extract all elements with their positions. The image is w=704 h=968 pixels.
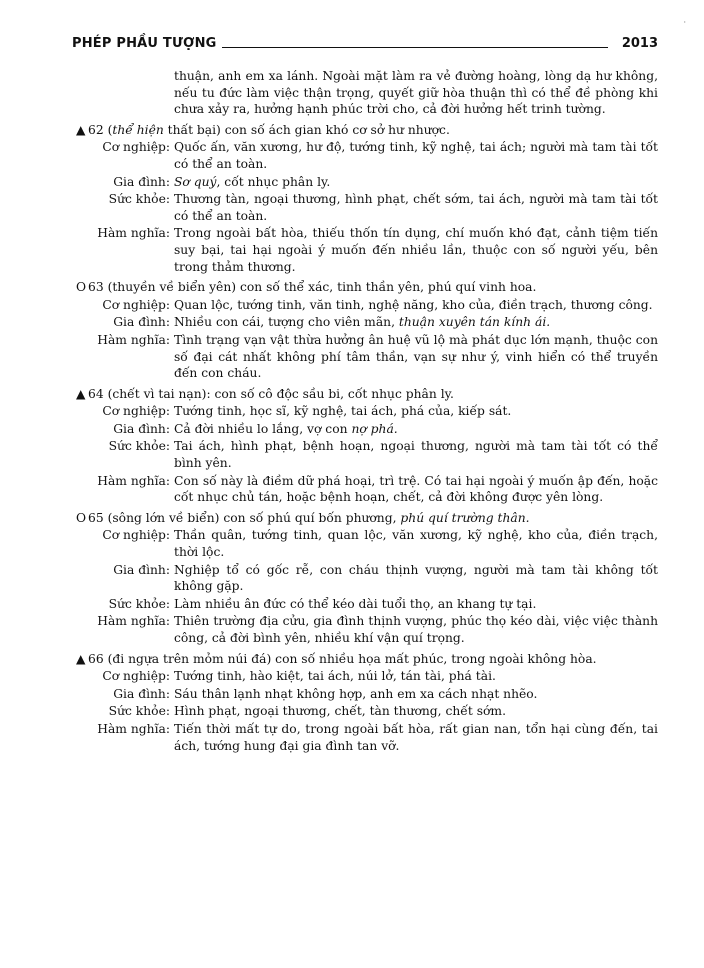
attribute-row bbox=[78, 473, 658, 506]
attribute-row bbox=[78, 596, 658, 613]
attribute-row bbox=[78, 721, 658, 754]
attribute-row bbox=[78, 174, 658, 191]
attribute-text bbox=[174, 562, 658, 595]
attribute-row bbox=[78, 191, 658, 224]
attribute-value: Tướng tinh, học sĩ, kỹ nghệ, tai ách, phá của, kiếp sát. bbox=[174, 404, 512, 419]
attribute-value: Tiến thời mất tự do, trong ngoài bất hòa, rất gian nan, tổn hại cùng đến, tai ách, tướng hung đại gia đình tan vỡ. bbox=[174, 721, 658, 753]
attribute-label: Hàm nghĩa: bbox=[97, 721, 170, 736]
corner-mark: · bbox=[683, 18, 686, 27]
attribute-text bbox=[174, 174, 658, 191]
attribute-label: Hàm nghĩa: bbox=[97, 473, 170, 488]
entry-heading bbox=[78, 651, 658, 668]
entry-heading-text: (thuyền về biển yên) con số thể xác, tinh thần yên, phú quí vinh hoa. bbox=[103, 280, 537, 295]
attribute-value: Sáu thân lạnh nhạt không hợp, anh em xa cách nhạt nhẽo. bbox=[174, 686, 538, 701]
attribute-text bbox=[174, 191, 658, 224]
attribute-row bbox=[78, 421, 658, 438]
entry-heading bbox=[78, 510, 658, 527]
attribute-label: Sức khỏe: bbox=[108, 192, 170, 207]
circle-marker-icon: O bbox=[76, 510, 87, 525]
entry-62 bbox=[78, 122, 658, 275]
attribute-label: Cơ nghiệp: bbox=[102, 140, 170, 155]
attribute-label: Hàm nghĩa: bbox=[97, 332, 170, 347]
attribute-label: Sức khỏe: bbox=[108, 596, 170, 611]
attribute-value: , cốt nhục phân ly. bbox=[216, 174, 331, 189]
attribute-value: Tình trạng vạn vật thừa hưởng ân huệ vũ lộ mà phát dục lớn mạnh, thuộc con số đại cát nhất không phí tâm thần, vạn sự như ý, vinh hiển có thể truyền đến con cháu. bbox=[174, 332, 658, 381]
attribute-row bbox=[78, 403, 658, 420]
attribute-label: Hàm nghĩa: bbox=[97, 614, 170, 629]
entry-heading-text: (chết vì tai nạn): con số cô độc sầu bi, cốt nhục phân ly. bbox=[103, 386, 454, 401]
running-header bbox=[72, 36, 658, 58]
attribute-label: Gia đình: bbox=[113, 421, 170, 436]
attribute-row bbox=[78, 562, 658, 595]
entry-heading bbox=[78, 122, 658, 139]
attribute-text bbox=[174, 403, 658, 420]
header-rule bbox=[222, 47, 608, 48]
entry-number: 65 bbox=[88, 510, 104, 525]
attribute-text bbox=[174, 421, 658, 438]
page-number: 2013 bbox=[621, 36, 658, 51]
attribute-label: Gia đình: bbox=[113, 562, 170, 577]
attribute-text bbox=[174, 225, 658, 275]
attribute-label: Sức khỏe: bbox=[108, 439, 170, 454]
attribute-row bbox=[78, 527, 658, 560]
intro-paragraph: thuận, anh em xa lánh. Ngoài mặt làm ra vẻ đường hoàng, lòng dạ hư không, nếu tu đức làm việc thận trọng, quyết giữ hòa thuận thì có thể đề phòng khi chưa xảy ra, hưởng hạnh phúc trời cho, cả đời hưởng hết trinh tường. bbox=[174, 69, 658, 117]
entry-64 bbox=[78, 386, 658, 506]
triangle-marker-icon: ▲ bbox=[76, 122, 86, 137]
entry-66 bbox=[78, 651, 658, 755]
triangle-marker-icon: ▲ bbox=[76, 651, 86, 666]
attribute-value: Quan lộc, tướng tinh, văn tinh, nghệ năng, kho của, điền trạch, thương công. bbox=[174, 297, 653, 312]
attribute-text bbox=[174, 721, 658, 754]
attribute-row bbox=[78, 438, 658, 471]
attribute-row bbox=[78, 668, 658, 685]
attribute-label: Gia đình: bbox=[113, 686, 170, 701]
entry-number: 63 bbox=[88, 280, 104, 295]
triangle-marker-icon: ▲ bbox=[76, 386, 86, 401]
entry-heading-text: (sông lớn về biển) con số phú quí bốn phương, bbox=[103, 510, 401, 525]
circle-marker-icon: O bbox=[76, 280, 87, 295]
attribute-text bbox=[174, 332, 658, 382]
attribute-row bbox=[78, 314, 658, 331]
attribute-value: Hình phạt, ngoại thương, chết, tàn thương, chết sớm. bbox=[174, 704, 506, 719]
attribute-value: Thương tàn, ngoại thương, hình phạt, chết sớm, tai ách, người mà tam tài tốt có thể an toàn. bbox=[174, 192, 658, 223]
attribute-label: Cơ nghiệp: bbox=[102, 669, 170, 684]
attribute-value: Thần quân, tướng tinh, quan lộc, văn xương, kỹ nghệ, kho của, điền trạch, thời lộc. bbox=[174, 528, 658, 560]
entry-heading-text: (đi ngựa trên mỏm núi đá) con số nhiều họa mất phúc, trong ngoài không hòa. bbox=[103, 651, 597, 666]
attribute-text bbox=[174, 703, 658, 720]
attribute-emphasis-end: thuận xuyên tán kính ái. bbox=[398, 315, 551, 330]
attribute-row bbox=[78, 686, 658, 703]
entry-heading bbox=[78, 279, 658, 296]
entry-heading-text: ( bbox=[103, 122, 113, 137]
attribute-label: Hàm nghĩa: bbox=[97, 226, 170, 241]
entry-number: 66 bbox=[88, 651, 104, 666]
attribute-value: Tướng tinh, hào kiệt, tai ách, núi lở, tán tài, phá tài. bbox=[174, 669, 496, 684]
entries-list bbox=[78, 122, 658, 754]
entry-heading-emphasis: thể hiện bbox=[112, 122, 164, 137]
header-title: PHÉP PHẦU TƯỢNG bbox=[72, 36, 217, 51]
attribute-label: Gia đình: bbox=[113, 174, 170, 189]
attribute-text bbox=[174, 527, 658, 560]
entry-63 bbox=[78, 279, 658, 382]
entry-heading bbox=[78, 386, 658, 403]
entry-heading-text-end: thất bại) con số ách gian khó cơ sở hư nhược. bbox=[163, 122, 450, 137]
attribute-text bbox=[174, 438, 658, 471]
attribute-value: Thiên trường địa cửu, gia đình thịnh vượng, phúc thọ kéo dài, việc việc thành công, cả đời bình yên, nhiều khí vận quí trọng. bbox=[174, 614, 658, 645]
attribute-value: Làm nhiều ân đức có thể kéo dài tuổi thọ, an khang tự tại. bbox=[174, 596, 537, 611]
attribute-text bbox=[174, 314, 658, 331]
attribute-text bbox=[174, 473, 658, 506]
attribute-row bbox=[78, 139, 658, 172]
attribute-text bbox=[174, 668, 658, 685]
attribute-row bbox=[78, 297, 658, 314]
attribute-text bbox=[174, 139, 658, 172]
attribute-text bbox=[174, 613, 658, 646]
attribute-label: Cơ nghiệp: bbox=[102, 297, 170, 312]
attribute-value: Tai ách, hình phạt, bệnh hoạn, ngoại thương, người mà tam tài tốt có thể bình yên. bbox=[174, 439, 658, 471]
attribute-value: Cả đời nhiều lo lắng, vợ con bbox=[174, 421, 352, 436]
attribute-value: Quốc ấn, văn xương, hư độ, tướng tinh, kỹ nghệ, tai ách; người mà tam tài tốt có thể an toàn. bbox=[174, 140, 658, 171]
attribute-value: Trong ngoài bất hòa, thiếu thốn tín dụng, chí muốn khó đạt, cảnh tiệm tiến suy bại, tai hại ngoài ý muốn đến nhiều lần, thuộc con số người yếu, bên trong thảm thương. bbox=[174, 226, 658, 274]
attribute-emphasis: Sơ quý bbox=[174, 174, 217, 189]
page-body bbox=[78, 68, 658, 754]
attribute-row bbox=[78, 613, 658, 646]
attribute-value: Con số này là điềm dữ phá hoại, trì trệ. Có tai hại ngoài ý muốn ập đến, hoặc cốt nhục chủ tán, hoặc bệnh hoạn, chết, cả đời không được yên lòng. bbox=[174, 473, 658, 505]
attribute-label: Sức khỏe: bbox=[108, 704, 170, 719]
attribute-value: Nhiều con cái, tượng cho viên mãn, bbox=[174, 315, 399, 330]
attribute-row bbox=[78, 332, 658, 382]
attribute-row bbox=[78, 703, 658, 720]
attribute-value: Nghiệp tổ có gốc rễ, con cháu thịnh vượng, người mà tam tài không tốt không gặp. bbox=[174, 562, 658, 594]
entry-number: 64 bbox=[88, 386, 104, 401]
entry-heading-emphasis: phú quí trường thân. bbox=[400, 510, 530, 525]
attribute-emphasis-end: nợ phá. bbox=[351, 421, 398, 436]
attribute-label: Gia đình: bbox=[113, 315, 170, 330]
attribute-text bbox=[174, 596, 658, 613]
attribute-text bbox=[174, 686, 658, 703]
attribute-row bbox=[78, 225, 658, 275]
attribute-label: Cơ nghiệp: bbox=[102, 528, 170, 543]
attribute-text bbox=[174, 297, 658, 314]
entry-65 bbox=[78, 510, 658, 647]
attribute-label: Cơ nghiệp: bbox=[102, 404, 170, 419]
entry-number: 62 bbox=[88, 122, 104, 137]
